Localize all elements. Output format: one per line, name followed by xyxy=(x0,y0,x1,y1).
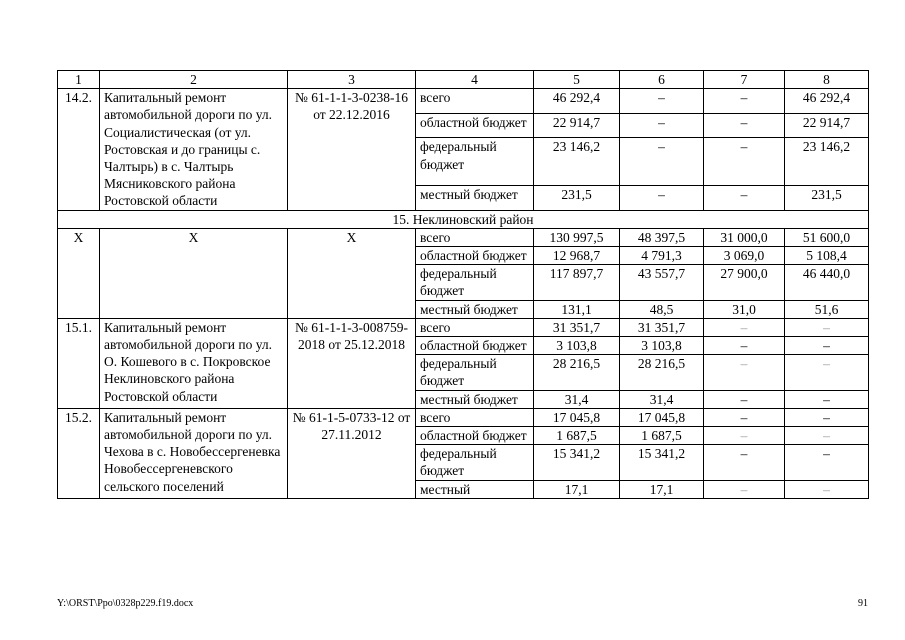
amount-cell: 48,5 xyxy=(620,300,704,318)
amount-cell: – xyxy=(704,408,785,426)
amount-cell: 5 108,4 xyxy=(785,247,869,265)
amount-cell: – xyxy=(620,138,704,186)
amount-cell: 130 997,5 xyxy=(534,228,620,246)
funding-source: всего xyxy=(416,318,534,336)
funding-source: федеральный бюджет xyxy=(416,445,534,480)
item-document: № 61-1-1-3-008759-2018 от 25.12.2018 xyxy=(288,318,416,408)
column-header: 2 xyxy=(100,71,288,89)
table-row xyxy=(58,318,869,336)
funding-source: всего xyxy=(416,89,534,114)
amount-cell: 1 687,5 xyxy=(534,427,620,445)
amount-cell: – xyxy=(785,337,869,355)
funding-source: федеральный бюджет xyxy=(416,138,534,186)
amount-cell: 17 045,8 xyxy=(534,408,620,426)
amount-cell: 17 045,8 xyxy=(620,408,704,426)
amount-cell: 31 000,0 xyxy=(704,228,785,246)
amount-cell: 28 216,5 xyxy=(620,355,704,390)
amount-cell: 27 900,0 xyxy=(704,265,785,300)
amount-cell: 117 897,7 xyxy=(534,265,620,300)
funding-source: местный бюджет xyxy=(416,390,534,408)
funding-source: областной бюджет xyxy=(416,337,534,355)
amount-cell: 31,4 xyxy=(620,390,704,408)
amount-cell: 46 292,4 xyxy=(785,89,869,114)
item-document: № 61-1-1-3-0238-16 от 22.12.2016 xyxy=(288,89,416,210)
funding-source: федеральный бюджет xyxy=(416,265,534,300)
amount-cell: – xyxy=(704,89,785,114)
district-title: 15. Неклиновский район xyxy=(58,210,869,228)
item-number: 15.2. xyxy=(58,408,100,498)
column-header: 4 xyxy=(416,71,534,89)
funding-source: федеральный бюджет xyxy=(416,355,534,390)
amount-cell: – xyxy=(704,113,785,138)
amount-cell: 23 146,2 xyxy=(534,138,620,186)
amount-cell: 22 914,7 xyxy=(534,113,620,138)
district-row xyxy=(58,210,869,228)
funding-source: областной бюджет xyxy=(416,427,534,445)
amount-cell: 31 351,7 xyxy=(620,318,704,336)
funding-source: местный бюджет xyxy=(416,300,534,318)
amount-cell: – xyxy=(785,480,869,498)
table-row xyxy=(58,89,869,114)
amount-cell: 15 341,2 xyxy=(620,445,704,480)
amount-cell: – xyxy=(704,318,785,336)
funding-source: всего xyxy=(416,228,534,246)
amount-cell: – xyxy=(704,337,785,355)
funding-source: местный xyxy=(416,480,534,498)
item-name: Х xyxy=(100,228,288,318)
amount-cell: 3 103,8 xyxy=(534,337,620,355)
amount-cell: 17,1 xyxy=(534,480,620,498)
amount-cell: 28 216,5 xyxy=(534,355,620,390)
amount-cell: – xyxy=(785,427,869,445)
amount-cell: – xyxy=(785,408,869,426)
amount-cell: – xyxy=(704,186,785,211)
amount-cell: 51 600,0 xyxy=(785,228,869,246)
column-header: 7 xyxy=(704,71,785,89)
amount-cell: – xyxy=(620,89,704,114)
item-name: Капитальный ремонт автомобильной дороги по ул. Социалистическая (от ул. Ростовская и до границы с. Чалтырь) в с. Чалтырь Мясниковского района Ростовской области xyxy=(100,89,288,210)
amount-cell: 48 397,5 xyxy=(620,228,704,246)
amount-cell: – xyxy=(704,355,785,390)
budget-table xyxy=(57,70,869,499)
amount-cell: – xyxy=(785,445,869,480)
column-header: 3 xyxy=(288,71,416,89)
item-name: Капитальный ремонт автомобильной дороги по ул. Чехова в с. Новобессергеневка Новобессергеневского сельского поселений xyxy=(100,408,288,498)
amount-cell: 51,6 xyxy=(785,300,869,318)
amount-cell: 131,1 xyxy=(534,300,620,318)
column-header: 8 xyxy=(785,71,869,89)
funding-source: областной бюджет xyxy=(416,247,534,265)
file-path: Y:\ORST\Ppo\0328p229.f19.docx xyxy=(57,598,194,609)
amount-cell: 17,1 xyxy=(620,480,704,498)
item-name: Капитальный ремонт автомобильной дороги по ул. О. Кошевого в с. Покровское Неклиновского района Ростовской области xyxy=(100,318,288,408)
amount-cell: 23 146,2 xyxy=(785,138,869,186)
amount-cell: 4 791,3 xyxy=(620,247,704,265)
amount-cell: 46 440,0 xyxy=(785,265,869,300)
item-number: 15.1. xyxy=(58,318,100,408)
amount-cell: – xyxy=(704,480,785,498)
amount-cell: – xyxy=(785,390,869,408)
column-header: 1 xyxy=(58,71,100,89)
funding-source: всего xyxy=(416,408,534,426)
amount-cell: 31 351,7 xyxy=(534,318,620,336)
amount-cell: – xyxy=(704,427,785,445)
amount-cell: 1 687,5 xyxy=(620,427,704,445)
item-document: № 61-1-5-0733-12 от 27.11.2012 xyxy=(288,408,416,498)
column-header: 5 xyxy=(534,71,620,89)
table-row xyxy=(58,228,869,246)
amount-cell: – xyxy=(785,355,869,390)
amount-cell: 43 557,7 xyxy=(620,265,704,300)
amount-cell: 31,4 xyxy=(534,390,620,408)
funding-source: местный бюджет xyxy=(416,186,534,211)
header-row xyxy=(58,71,869,89)
amount-cell: 46 292,4 xyxy=(534,89,620,114)
item-number: Х xyxy=(58,228,100,318)
amount-cell: – xyxy=(620,186,704,211)
amount-cell: 12 968,7 xyxy=(534,247,620,265)
amount-cell: 231,5 xyxy=(785,186,869,211)
column-header: 6 xyxy=(620,71,704,89)
item-document: Х xyxy=(288,228,416,318)
amount-cell: – xyxy=(620,113,704,138)
amount-cell: 22 914,7 xyxy=(785,113,869,138)
amount-cell: – xyxy=(785,318,869,336)
amount-cell: – xyxy=(704,138,785,186)
amount-cell: 3 103,8 xyxy=(620,337,704,355)
amount-cell: – xyxy=(704,445,785,480)
amount-cell: – xyxy=(704,390,785,408)
amount-cell: 3 069,0 xyxy=(704,247,785,265)
amount-cell: 31,0 xyxy=(704,300,785,318)
page-number: 91 xyxy=(858,598,868,609)
amount-cell: 15 341,2 xyxy=(534,445,620,480)
funding-source: областной бюджет xyxy=(416,113,534,138)
amount-cell: 231,5 xyxy=(534,186,620,211)
item-number: 14.2. xyxy=(58,89,100,210)
table-row xyxy=(58,408,869,426)
